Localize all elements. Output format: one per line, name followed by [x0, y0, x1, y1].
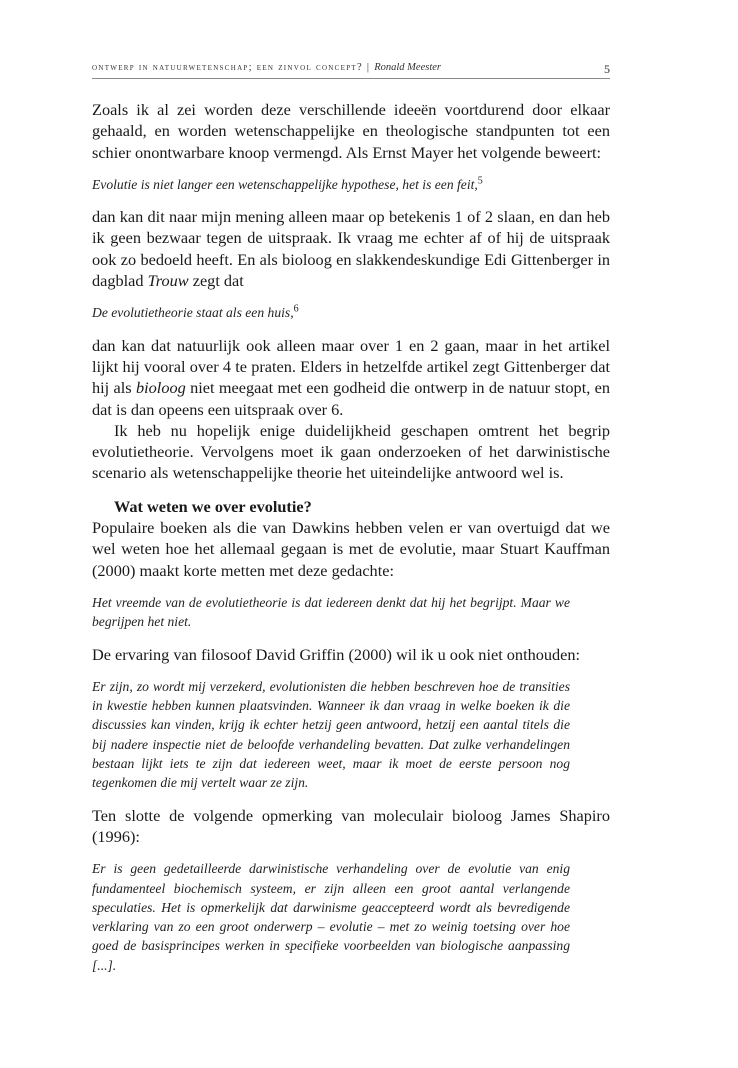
quote-shapiro: Er is geen gedetailleerde darwinistische verhandeling over de evolutie van enig fundamenteel biochemisch systeem, er zijn alleen een groot aantal verlangende speculaties. Het is opmerkelijk dat darwinisme geaccepteerd wordt als bevredigende verklaring van zo een groot onderwerp – evolutie – met zo weinig toetsing over hoe goed de basisprincipes werken in specifieke voorbeelden van biologische aanpassing [...].: [92, 861, 570, 973]
paragraph-7: Ten slotte de volgende opmerking van moleculair bioloog James Shapiro (1996):: [92, 805, 610, 846]
running-title: ontwerp in natuurwetenschap; een zinvol concept? |: [92, 62, 371, 73]
paragraph-6: De ervaring van filosoof David Griffin (2000) wil ik u ook niet onthouden:: [92, 644, 581, 664]
paragraph-2: dan kan dit naar mijn mening alleen maar op betekenis 1 of 2 slaan, en dan heb ik geen bezwaar tegen de uitspraak. Ik vraag me echter af of hij de uitspraak ook zo bedoeld heeft. En als bioloog en slakkendeskundige Edi Gittenberger in dagblad Trouw zegt dat: [92, 207, 610, 291]
newspaper-title: Trouw: [147, 271, 189, 291]
quote-gittenberger-text: De evolutietheorie staat als een huis,: [92, 305, 294, 321]
quote-griffin: Er zijn, zo wordt mij verzekerd, evolutionisten die hebben beschreven hoe de transities in kwestie hebben kunnen plaatsvinden. Wanneer ik dan vraag in welke boeken ik die discussies kan vinden, krijg ik echter hetzij geen antwoord, hetzij een aantal titels die bij nadere inspectie niet de beloofde verhandeling bevatten. Dat zulke verhandelingen bestaan lijkt iets te zijn dat iedereen weet, maar ik moet de eerste persoon nog tegenkomen die mij vertelt waar ze zijn.: [92, 678, 570, 791]
footnote-ref-5: 5: [477, 175, 483, 187]
quote-mayer-text: Evolutie is niet langer een wetenschappelijke hypothese, het is een feit,: [92, 176, 478, 192]
quote-gittenberger: [92, 303, 570, 322]
header-author: Ronald Meester: [374, 62, 441, 73]
paragraph-5: Populaire boeken als die van Dawkins hebben velen er van overtuigd dat we wel weten hoe het allemaal gegaan is met de evolutie, maar Stuart Kauffman (2000) maakt korte metten met deze gedachte:: [92, 518, 610, 580]
quote-mayer: [92, 175, 570, 194]
bioloog-emphasis: bioloog: [135, 378, 186, 398]
footnote-ref-6: 6: [293, 303, 299, 315]
running-header: [92, 62, 610, 79]
quote-kauffman: Het vreemde van de evolutietheorie is dat iedereen denkt dat hij het begrijpt. Maar we begrijpen het niet.: [92, 594, 570, 630]
page-number: 5: [604, 62, 610, 76]
paragraph-1: Zoals ik al zei worden deze verschillende ideeën voortdurend door elkaar gehaald, en worden wetenschappelijke en theologische standpunten tot een schier onontwarbare knoop vermengd. Als Ernst Mayer het volgende beweert:: [92, 100, 610, 162]
paragraph-3: dan kan dat natuurlijk ook alleen maar over 1 en 2 gaan, maar in het artikel lijkt hij vooral over 4 te praten. Elders in hetzelfde artikel zegt Gittenberger dat hij als bioloog niet meegaat met een godheid die ontwerp in de natuur stopt, en dat is dan opeens een uitspraak over 6.: [92, 335, 611, 419]
body-text: [92, 99, 610, 975]
section-heading: Wat weten we over evolutie?: [114, 496, 312, 516]
paragraph-4: Ik heb nu hopelijk enige duidelijkheid geschapen omtrent het begrip evolutietheorie. Vervolgens moet ik gaan onderzoeken of het darwinistische scenario als wetenschappelijke theorie het uiteindelijke antwoord wel is.: [92, 420, 610, 483]
